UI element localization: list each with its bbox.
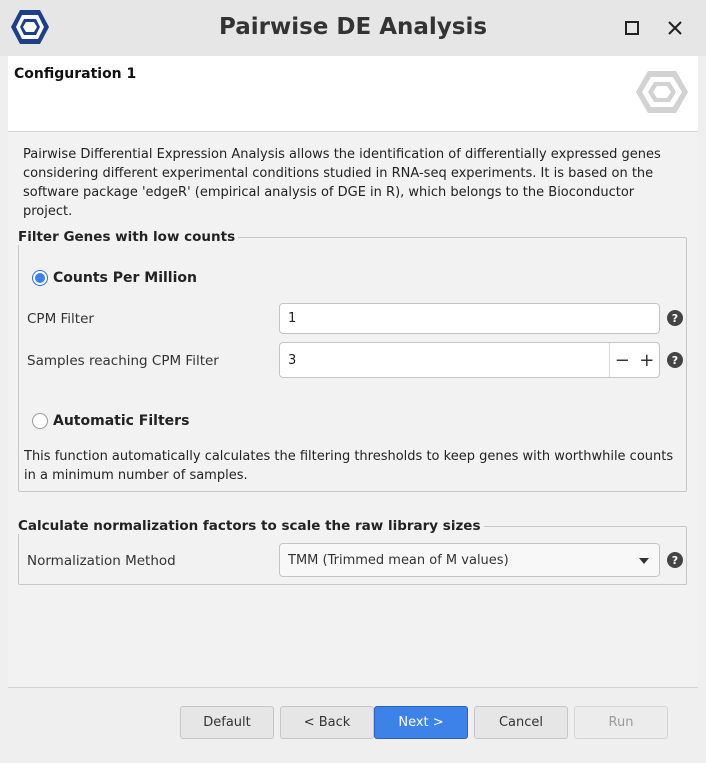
help-icon[interactable]: ? xyxy=(667,552,683,568)
back-button[interactable]: < Back xyxy=(280,706,374,739)
decrement-button[interactable]: − xyxy=(614,349,630,371)
help-icon[interactable]: ? xyxy=(667,352,683,368)
default-button[interactable]: Default xyxy=(180,706,274,739)
help-icon[interactable]: ? xyxy=(667,310,683,326)
normalization-method-label: Normalization Method xyxy=(27,553,176,569)
next-button[interactable]: Next > xyxy=(374,706,468,739)
normalization-method-value: TMM (Trimmed mean of M values) xyxy=(288,552,509,568)
counts-per-million-radio[interactable] xyxy=(32,270,197,286)
filter-group-title: Filter Genes with low counts xyxy=(18,229,238,245)
chevron-down-icon xyxy=(639,558,649,564)
page-header xyxy=(8,56,698,132)
automatic-filters-label: Automatic Filters xyxy=(53,413,190,429)
increment-button[interactable]: + xyxy=(639,349,655,371)
automatic-filters-radio[interactable] xyxy=(32,413,189,429)
radio-unchecked-icon xyxy=(32,413,48,429)
normalization-group-title: Calculate normalization factors to scale the raw library sizes xyxy=(18,518,484,534)
close-icon[interactable] xyxy=(665,18,685,38)
cpm-filter-input[interactable] xyxy=(279,303,660,334)
cpm-filter-value: 1 xyxy=(288,311,297,326)
normalization-method-select[interactable] xyxy=(279,543,660,577)
samples-filter-label: Samples reaching CPM Filter xyxy=(27,353,219,369)
title-bar xyxy=(0,0,706,56)
automatic-filters-description: This function automatically calculates the filtering thresholds to keep genes with worthwhile counts in a minimum number of samples. xyxy=(24,449,674,483)
maximize-icon[interactable] xyxy=(622,18,642,38)
hexagon-logo-icon xyxy=(634,68,690,116)
radio-checked-icon xyxy=(32,270,48,286)
window-title: Pairwise DE Analysis xyxy=(218,14,488,40)
counts-per-million-label: Counts Per Million xyxy=(53,270,197,286)
samples-filter-spinbox[interactable] xyxy=(279,342,660,378)
cpm-filter-label: CPM Filter xyxy=(27,311,94,327)
run-button[interactable]: Run xyxy=(574,706,668,739)
samples-filter-value: 3 xyxy=(288,352,297,368)
page-title: Configuration 1 xyxy=(14,66,137,82)
cancel-button[interactable]: Cancel xyxy=(474,706,568,739)
analysis-description: Pairwise Differential Expression Analysis allows the identification of differentially expressed genes considering different experimental conditions studied in RNA-seq experiments. It is based on the software package 'edgeR' (empirical analysis of DGE in R), which belongs to the Bioconductor project. xyxy=(23,147,661,219)
spin-buttons xyxy=(609,343,659,377)
